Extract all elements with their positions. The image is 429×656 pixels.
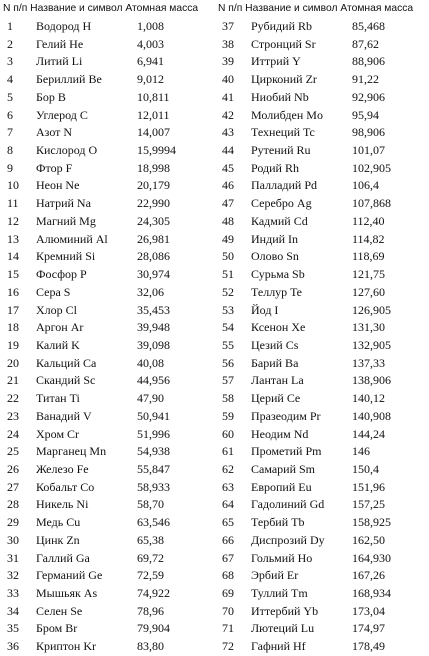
atomic-mass: 95,94: [352, 107, 379, 122]
row-number: 68: [222, 568, 234, 583]
atomic-mass: 118,69: [352, 249, 385, 264]
table-row: [3, 550, 215, 568]
atomic-mass: 138,906: [352, 373, 391, 388]
atomic-mass: 92,906: [352, 89, 385, 104]
row-number: 47: [222, 196, 234, 211]
table-row: [218, 319, 429, 337]
table-row: [218, 71, 429, 89]
element-name: Олово Sn: [251, 249, 299, 264]
atomic-mass: 88,906: [352, 54, 385, 69]
table-row: [3, 479, 215, 497]
row-number: 18: [7, 320, 19, 335]
row-number: 37: [222, 19, 234, 33]
table-row: [3, 160, 215, 178]
table-row: [218, 408, 429, 426]
row-number: 11: [7, 196, 19, 211]
element-name: Алюминий Al: [36, 231, 108, 246]
row-number: 44: [222, 143, 234, 158]
row-number: 29: [7, 515, 19, 530]
element-name: Гольмий Ho: [251, 550, 313, 565]
atomic-mass: 26,981: [137, 231, 170, 246]
table-row: [218, 372, 429, 390]
element-name: Серебро Ag: [251, 196, 312, 211]
atomic-mass: 39,098: [137, 337, 170, 352]
row-number: 30: [7, 532, 19, 547]
element-name: Кальций Ca: [36, 355, 97, 370]
row-number: 63: [222, 479, 234, 494]
element-name: Медь Cu: [36, 515, 81, 530]
table-row: [218, 89, 429, 107]
table-row: [3, 266, 215, 284]
element-name: Никель Ni: [36, 497, 89, 512]
table-row: [218, 603, 429, 621]
row-number: 5: [7, 89, 13, 104]
row-number: 7: [7, 125, 13, 140]
element-name: Диспрозий Dy: [251, 532, 325, 547]
row-number: 40: [222, 72, 234, 87]
row-number: 41: [222, 89, 234, 104]
table-row: [218, 142, 429, 160]
table-row: [3, 177, 215, 195]
atomic-mass: 167,26: [352, 568, 385, 583]
table-row: [3, 567, 215, 585]
column-header: N п/п Название и символ Атомная масса: [218, 3, 414, 14]
table-row: [3, 36, 215, 54]
atomic-mass: 91,22: [352, 72, 379, 87]
element-name: Криптон Kr: [36, 639, 97, 654]
table-row: [3, 620, 215, 638]
row-number: 14: [7, 249, 19, 264]
table-row: [218, 337, 429, 355]
row-number: 55: [222, 337, 234, 352]
row-number: 54: [222, 320, 234, 335]
element-name: Кобальт Co: [36, 479, 95, 494]
row-number: 13: [7, 231, 19, 246]
atomic-mass: 30,974: [137, 267, 170, 282]
element-name: Празеодим Pr: [251, 408, 321, 423]
table-column-right: [218, 0, 429, 656]
row-number: 2: [7, 36, 13, 51]
table-row: [3, 337, 215, 355]
atomic-mass: 9,012: [137, 72, 164, 87]
element-name: Рутений Ru: [251, 143, 311, 158]
element-name: Бериллий Be: [36, 72, 102, 87]
row-number: 61: [222, 444, 234, 459]
table-row: [3, 355, 215, 373]
atomic-mass: 85,468: [352, 19, 385, 33]
atomic-mass: 168,934: [352, 586, 391, 600]
atomic-mass: 1,008: [137, 19, 164, 33]
table-row: [3, 89, 215, 107]
element-name: Кадмий Cd: [251, 213, 308, 228]
table-row: [3, 124, 215, 142]
atomic-mass: 158,925: [352, 515, 391, 530]
row-number: 4: [7, 72, 13, 87]
element-name: Железо Fe: [36, 461, 89, 476]
element-name: Сера S: [36, 284, 71, 299]
table-row: [3, 231, 215, 249]
element-name: Эрбий Er: [251, 568, 299, 583]
atomic-mass: 174,97: [352, 621, 385, 636]
row-number: 56: [222, 355, 234, 370]
atomic-mass: 126,905: [352, 302, 391, 317]
element-name: Самарий Sm: [251, 461, 316, 476]
element-name: Бром Br: [36, 621, 78, 636]
row-number: 8: [7, 143, 13, 158]
element-name: Ксенон Xe: [251, 320, 306, 335]
table-row: [3, 53, 215, 71]
table-row: [218, 426, 429, 444]
element-name: Теллур Te: [251, 284, 302, 299]
row-number: 38: [222, 36, 234, 51]
row-number: 65: [222, 515, 234, 530]
table-row: [218, 496, 429, 514]
atomic-mass: 114,82: [352, 231, 385, 246]
element-name: Бор B: [36, 89, 66, 104]
atomic-mass: 140,908: [352, 408, 391, 423]
element-name: Иттербий Yb: [251, 603, 319, 618]
element-name: Лютеций Lu: [251, 621, 315, 636]
table-row: [218, 585, 429, 603]
row-number: 58: [222, 391, 234, 406]
element-name: Стронций Sr: [251, 36, 316, 51]
element-name: Ниобий Nb: [251, 89, 309, 104]
row-number: 59: [222, 408, 234, 423]
row-number: 46: [222, 178, 234, 193]
table-row: [218, 177, 429, 195]
row-number: 53: [222, 302, 234, 317]
atomic-mass: 101,07: [352, 143, 385, 158]
element-name: Натрий Na: [36, 196, 91, 211]
atomic-mass: 65,38: [137, 532, 164, 547]
table-row: [218, 248, 429, 266]
row-number: 43: [222, 125, 234, 140]
atomic-mass: 18,998: [137, 160, 170, 175]
atomic-mass: 14,007: [137, 125, 170, 140]
element-name: Гелий He: [36, 36, 84, 51]
atomic-mass: 132,905: [352, 337, 391, 352]
element-name: Индий In: [251, 231, 299, 246]
table-row: [3, 585, 215, 603]
row-number: 64: [222, 497, 234, 512]
element-name: Марганец Mn: [36, 444, 107, 459]
table-row: [3, 532, 215, 550]
element-name: Неон Ne: [36, 178, 80, 193]
element-name: Кислород O: [36, 143, 98, 158]
table-row: [218, 532, 429, 550]
atomic-mass: 140,12: [352, 391, 385, 406]
row-number: 57: [222, 373, 234, 388]
element-name: Аргон Ar: [36, 320, 84, 335]
atomic-mass: 72,59: [137, 568, 164, 583]
row-number: 15: [7, 267, 19, 282]
atomic-mass: 32,06: [137, 284, 164, 299]
atomic-mass: 112,40: [352, 213, 385, 228]
atomic-mass: 40,08: [137, 355, 164, 370]
atomic-mass: 51,996: [137, 426, 170, 441]
element-name: Лантан La: [251, 373, 304, 388]
atomic-mass: 150,4: [352, 461, 379, 476]
atomic-mass: 35,453: [137, 302, 170, 317]
table-row: [218, 567, 429, 585]
atomic-mass: 151,96: [352, 479, 385, 494]
row-number: 19: [7, 337, 19, 352]
element-name: Хлор Cl: [36, 302, 77, 317]
atomic-mass: 106,4: [352, 178, 379, 193]
atomic-mass: 47,90: [137, 391, 164, 406]
table-row: [3, 195, 215, 213]
atomic-mass: 164,930: [352, 550, 391, 565]
table-row: [3, 496, 215, 514]
table-row: [3, 248, 215, 266]
atomic-mass: 55,847: [137, 461, 170, 476]
atomic-mass: 69,72: [137, 550, 164, 565]
atomic-mass: 107,868: [352, 196, 391, 211]
row-number: 16: [7, 284, 19, 299]
element-name: Галлий Ga: [36, 550, 90, 565]
row-number: 48: [222, 213, 234, 228]
atomic-mass: 50,941: [137, 408, 170, 423]
atomic-mass: 144,24: [352, 426, 385, 441]
table-row: [218, 36, 429, 54]
element-name: Водород H: [36, 19, 92, 33]
row-number: 3: [7, 54, 13, 69]
rows-list: [218, 18, 429, 656]
row-number: 35: [7, 621, 19, 636]
element-name: Селен Se: [36, 603, 83, 618]
element-name: Фосфор P: [36, 267, 87, 282]
row-number: 70: [222, 603, 234, 618]
row-number: 60: [222, 426, 234, 441]
table-row: [3, 319, 215, 337]
atomic-mass: 20,179: [137, 178, 170, 193]
element-name: Цезий Cs: [251, 337, 299, 352]
table-row: [218, 638, 429, 656]
table-row: [218, 461, 429, 479]
atomic-mass: 131,30: [352, 320, 385, 335]
row-number: 10: [7, 178, 19, 193]
table-row: [3, 390, 215, 408]
row-number: 42: [222, 107, 234, 122]
table-row: [218, 124, 429, 142]
table-row: [218, 18, 429, 36]
table-row: [3, 638, 215, 656]
table-row: [218, 550, 429, 568]
table-row: [218, 160, 429, 178]
element-name: Неодим Nd: [251, 426, 309, 441]
atomic-mass: 6,941: [137, 54, 164, 69]
row-number: 23: [7, 408, 19, 423]
row-number: 66: [222, 532, 234, 547]
element-name: Иттрий Y: [251, 54, 301, 69]
table-row: [3, 142, 215, 160]
row-number: 17: [7, 302, 19, 317]
row-number: 34: [7, 603, 19, 618]
table-row: [218, 231, 429, 249]
row-number: 50: [222, 249, 234, 264]
atomic-mass: 127,60: [352, 284, 385, 299]
table-row: [3, 408, 215, 426]
element-name: Литий Li: [36, 54, 83, 69]
element-name: Кремний Si: [36, 249, 96, 264]
row-number: 27: [7, 479, 19, 494]
table-row: [218, 107, 429, 125]
table-row: [3, 603, 215, 621]
table-row: [3, 302, 215, 320]
table-row: [3, 18, 215, 36]
element-name: Скандий Sc: [36, 373, 96, 388]
element-name: Сурьма Sb: [251, 267, 305, 282]
atomic-mass: 54,938: [137, 444, 170, 459]
element-name: Рубидий Rb: [251, 19, 312, 33]
table-row: [218, 620, 429, 638]
row-number: 36: [7, 639, 19, 654]
row-number: 6: [7, 107, 13, 122]
table-row: [218, 266, 429, 284]
table-row: [218, 213, 429, 231]
atomic-mass: 178,49: [352, 639, 385, 654]
row-number: 72: [222, 639, 234, 654]
element-name: Цинк Zn: [36, 532, 80, 547]
row-number: 28: [7, 497, 19, 512]
atomic-mass: 162,50: [352, 532, 385, 547]
element-name: Церий Ce: [251, 391, 301, 406]
row-number: 31: [7, 550, 19, 565]
row-number: 22: [7, 391, 19, 406]
rows-list: [3, 18, 215, 656]
table-row: [3, 213, 215, 231]
row-number: 67: [222, 550, 234, 565]
element-name: Гафний Hf: [251, 639, 306, 654]
atomic-mass: 157,25: [352, 497, 385, 512]
element-name: Технеций Tc: [251, 125, 315, 140]
atomic-mass: 98,906: [352, 125, 385, 140]
atomic-mass: 173,04: [352, 603, 385, 618]
row-number: 1: [7, 19, 13, 33]
table-row: [218, 355, 429, 373]
element-name: Туллий Tm: [251, 586, 308, 600]
table-row: [3, 71, 215, 89]
table-row: [3, 284, 215, 302]
table-row: [3, 107, 215, 125]
table-row: [218, 390, 429, 408]
atomic-mass: 87,62: [352, 36, 379, 51]
atomic-mass: 39,948: [137, 320, 170, 335]
atomic-mass: 15,9994: [137, 143, 176, 158]
column-header: N п/п Название и символ Атомная масса: [3, 3, 199, 14]
atomic-mass: 63,546: [137, 515, 170, 530]
table-row: [3, 461, 215, 479]
atomic-mass: 22,990: [137, 196, 170, 211]
row-number: 69: [222, 586, 234, 600]
element-name: Палладий Pd: [251, 178, 318, 193]
element-name: Хром Cr: [36, 426, 80, 441]
table-row: [218, 479, 429, 497]
row-number: 20: [7, 355, 19, 370]
atomic-mass: 12,011: [137, 107, 170, 122]
atomic-mass: 79,904: [137, 621, 170, 636]
element-name: Прометий Pm: [251, 444, 322, 459]
element-name: Гадолиний Gd: [251, 497, 325, 512]
row-number: 9: [7, 160, 13, 175]
row-number: 45: [222, 160, 234, 175]
row-number: 33: [7, 586, 19, 600]
element-name: Азот N: [36, 125, 73, 140]
atomic-mass: 28,086: [137, 249, 170, 264]
row-number: 51: [222, 267, 234, 282]
row-number: 71: [222, 621, 234, 636]
row-number: 25: [7, 444, 19, 459]
row-number: 26: [7, 461, 19, 476]
table-row: [3, 426, 215, 444]
element-name: Углерод C: [36, 107, 88, 122]
row-number: 39: [222, 54, 234, 69]
table-column-left: [3, 0, 215, 656]
element-name: Цирконий Zr: [251, 72, 317, 87]
row-number: 62: [222, 461, 234, 476]
row-number: 12: [7, 213, 19, 228]
atomic-mass: 121,75: [352, 267, 385, 282]
table-row: [218, 53, 429, 71]
table-row: [218, 284, 429, 302]
element-name: Германий Ge: [36, 568, 103, 583]
element-name: Барий Ba: [251, 355, 299, 370]
element-name: Тербий Tb: [251, 515, 305, 530]
atomic-mass: 83,80: [137, 639, 164, 654]
element-name: Йод I: [251, 302, 279, 317]
element-name: Титан Ti: [36, 391, 80, 406]
element-name: Калий K: [36, 337, 80, 352]
row-number: 52: [222, 284, 234, 299]
atomic-mass: 24,305: [137, 213, 170, 228]
table-row: [218, 302, 429, 320]
element-name: Европий Eu: [251, 479, 312, 494]
atomic-mass: 137,33: [352, 355, 385, 370]
table-row: [218, 514, 429, 532]
table-row: [3, 372, 215, 390]
atomic-mass: 44,956: [137, 373, 170, 388]
table-row: [218, 195, 429, 213]
atomic-mass: 78,96: [137, 603, 164, 618]
element-name: Ванадий V: [36, 408, 92, 423]
element-name: Фтор F: [36, 160, 73, 175]
element-name: Молибден Mo: [251, 107, 323, 122]
element-name: Магний Mg: [36, 213, 96, 228]
atomic-mass: 102,905: [352, 160, 391, 175]
row-number: 49: [222, 231, 234, 246]
element-name: Родий Rh: [251, 160, 299, 175]
atomic-mass: 146: [352, 444, 370, 459]
element-name: Мышьяк As: [36, 586, 98, 600]
atomic-mass: 58,933: [137, 479, 170, 494]
atomic-mass: 58,70: [137, 497, 164, 512]
table-row: [218, 443, 429, 461]
table-row: [3, 443, 215, 461]
atomic-mass: 74,922: [137, 586, 170, 600]
row-number: 24: [7, 426, 19, 441]
atomic-mass: 10,811: [137, 89, 170, 104]
row-number: 32: [7, 568, 19, 583]
atomic-mass: 4,003: [137, 36, 164, 51]
row-number: 21: [7, 373, 19, 388]
table-row: [3, 514, 215, 532]
